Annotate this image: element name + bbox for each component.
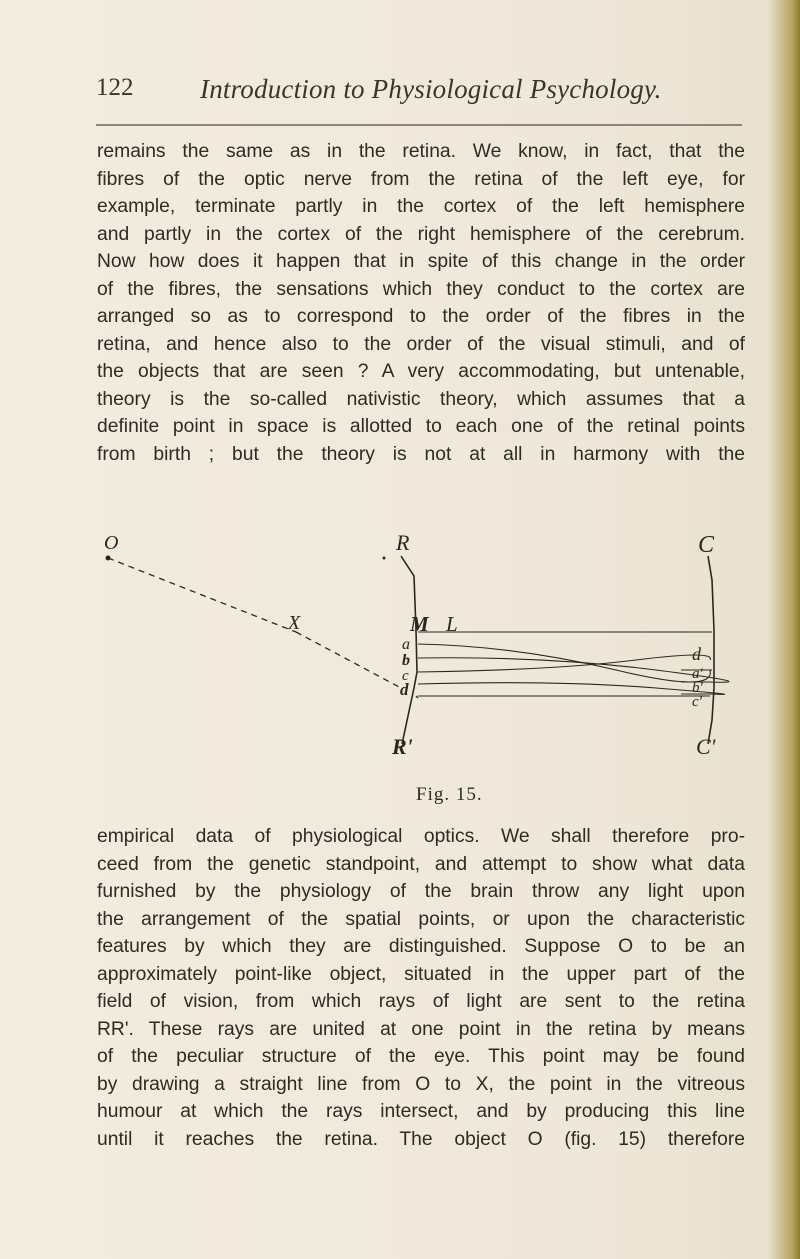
label-c-lower: c <box>402 668 409 684</box>
text-line: Now how does it happen that in spite of this change in the order <box>97 251 745 272</box>
label-r-prime: R' <box>392 734 413 759</box>
running-head: Introduction to Physiological Psychology. <box>200 74 662 104</box>
text-line: approximately point-like object, situated in the upper part of the <box>97 963 745 985</box>
retina-c-c-prime <box>708 556 714 744</box>
text-line: features by which they are distinguished. Suppose O to be an <box>97 936 745 957</box>
header-rule <box>96 124 742 126</box>
text-line: RR'. These rays are united at one point in the retina by means <box>97 1018 745 1040</box>
fibre-d <box>418 683 724 695</box>
text-line: from birth ; but the theory is not at all in harmony with the <box>97 443 745 465</box>
text-line: field of vision, from which rays of light are sent to the retina <box>97 991 745 1012</box>
label-c-prime: c' <box>692 694 702 710</box>
text-line: example, terminate partly in the cortex of the left hemisphere <box>97 196 745 217</box>
text-line: the objects that are seen ? A very accommodating, but untenable, <box>97 361 745 382</box>
paragraph-2 <box>97 823 745 1153</box>
label-x: X <box>288 612 301 634</box>
page-header <box>96 74 786 114</box>
text-line: definite point in space is allotted to each one of the retinal points <box>97 416 745 437</box>
text-line: ceed from the genetic standpoint, and attempt to show what data <box>97 853 745 875</box>
label-a-prime: a' <box>692 666 703 682</box>
text-line: and partly in the cortex of the right hemisphere of the cerebrum. <box>97 223 745 245</box>
fibre-a <box>418 644 710 682</box>
label-l: L <box>446 612 458 636</box>
page-number: 122 <box>96 74 134 101</box>
label-c-prime-big: C' <box>696 734 716 759</box>
text-line: theory is the so-called nativistic theory, which assumes that a <box>97 388 745 410</box>
label-b: b <box>402 652 410 669</box>
paragraph-1 <box>97 138 745 468</box>
text-line: by drawing a straight line from O to X, the point in the vitreous <box>97 1073 745 1095</box>
label-m: M <box>410 612 429 636</box>
text-line: until it reaches the retina. The object O (fig. 15) therefore <box>97 1128 745 1150</box>
object-o-point <box>106 556 111 561</box>
label-a: a <box>402 636 410 653</box>
label-o: O <box>104 532 119 554</box>
figure-15 <box>96 520 756 806</box>
figure-caption: Fig. 15. <box>416 784 483 805</box>
text-line: furnished by the physiology of the brain throw any light upon <box>97 881 745 902</box>
label-r: R <box>396 530 410 555</box>
text-line: of the peculiar structure of the eye. This point may be found <box>97 1046 745 1067</box>
text-line: fibres of the optic nerve from the retina of the left eye, for <box>97 168 745 190</box>
label-d-left: d <box>400 680 409 699</box>
text-line: remains the same as in the retina. We know, in fact, that the <box>97 141 745 162</box>
ray-o-x <box>108 558 296 632</box>
text-line: retina, and hence also to the order of the visual stimuli, and of <box>97 333 745 355</box>
label-c: C <box>698 532 715 558</box>
text-line: arranged so as to correspond to the order of the fibres in the <box>97 306 745 327</box>
text-line: humour at which the rays intersect, and by producing this line <box>97 1101 745 1122</box>
text-line: the arrangement of the spatial points, or upon the characteristic <box>97 908 745 930</box>
text-line: empirical data of physiological optics. We shall therefore pro- <box>97 826 745 847</box>
label-b-prime: b' <box>692 680 703 696</box>
text-line: of the fibres, the sensations which they conduct to the cortex are <box>97 278 745 300</box>
label-d: d <box>692 644 701 664</box>
retina-diagram <box>96 520 756 780</box>
ray-x-retina <box>296 632 401 688</box>
